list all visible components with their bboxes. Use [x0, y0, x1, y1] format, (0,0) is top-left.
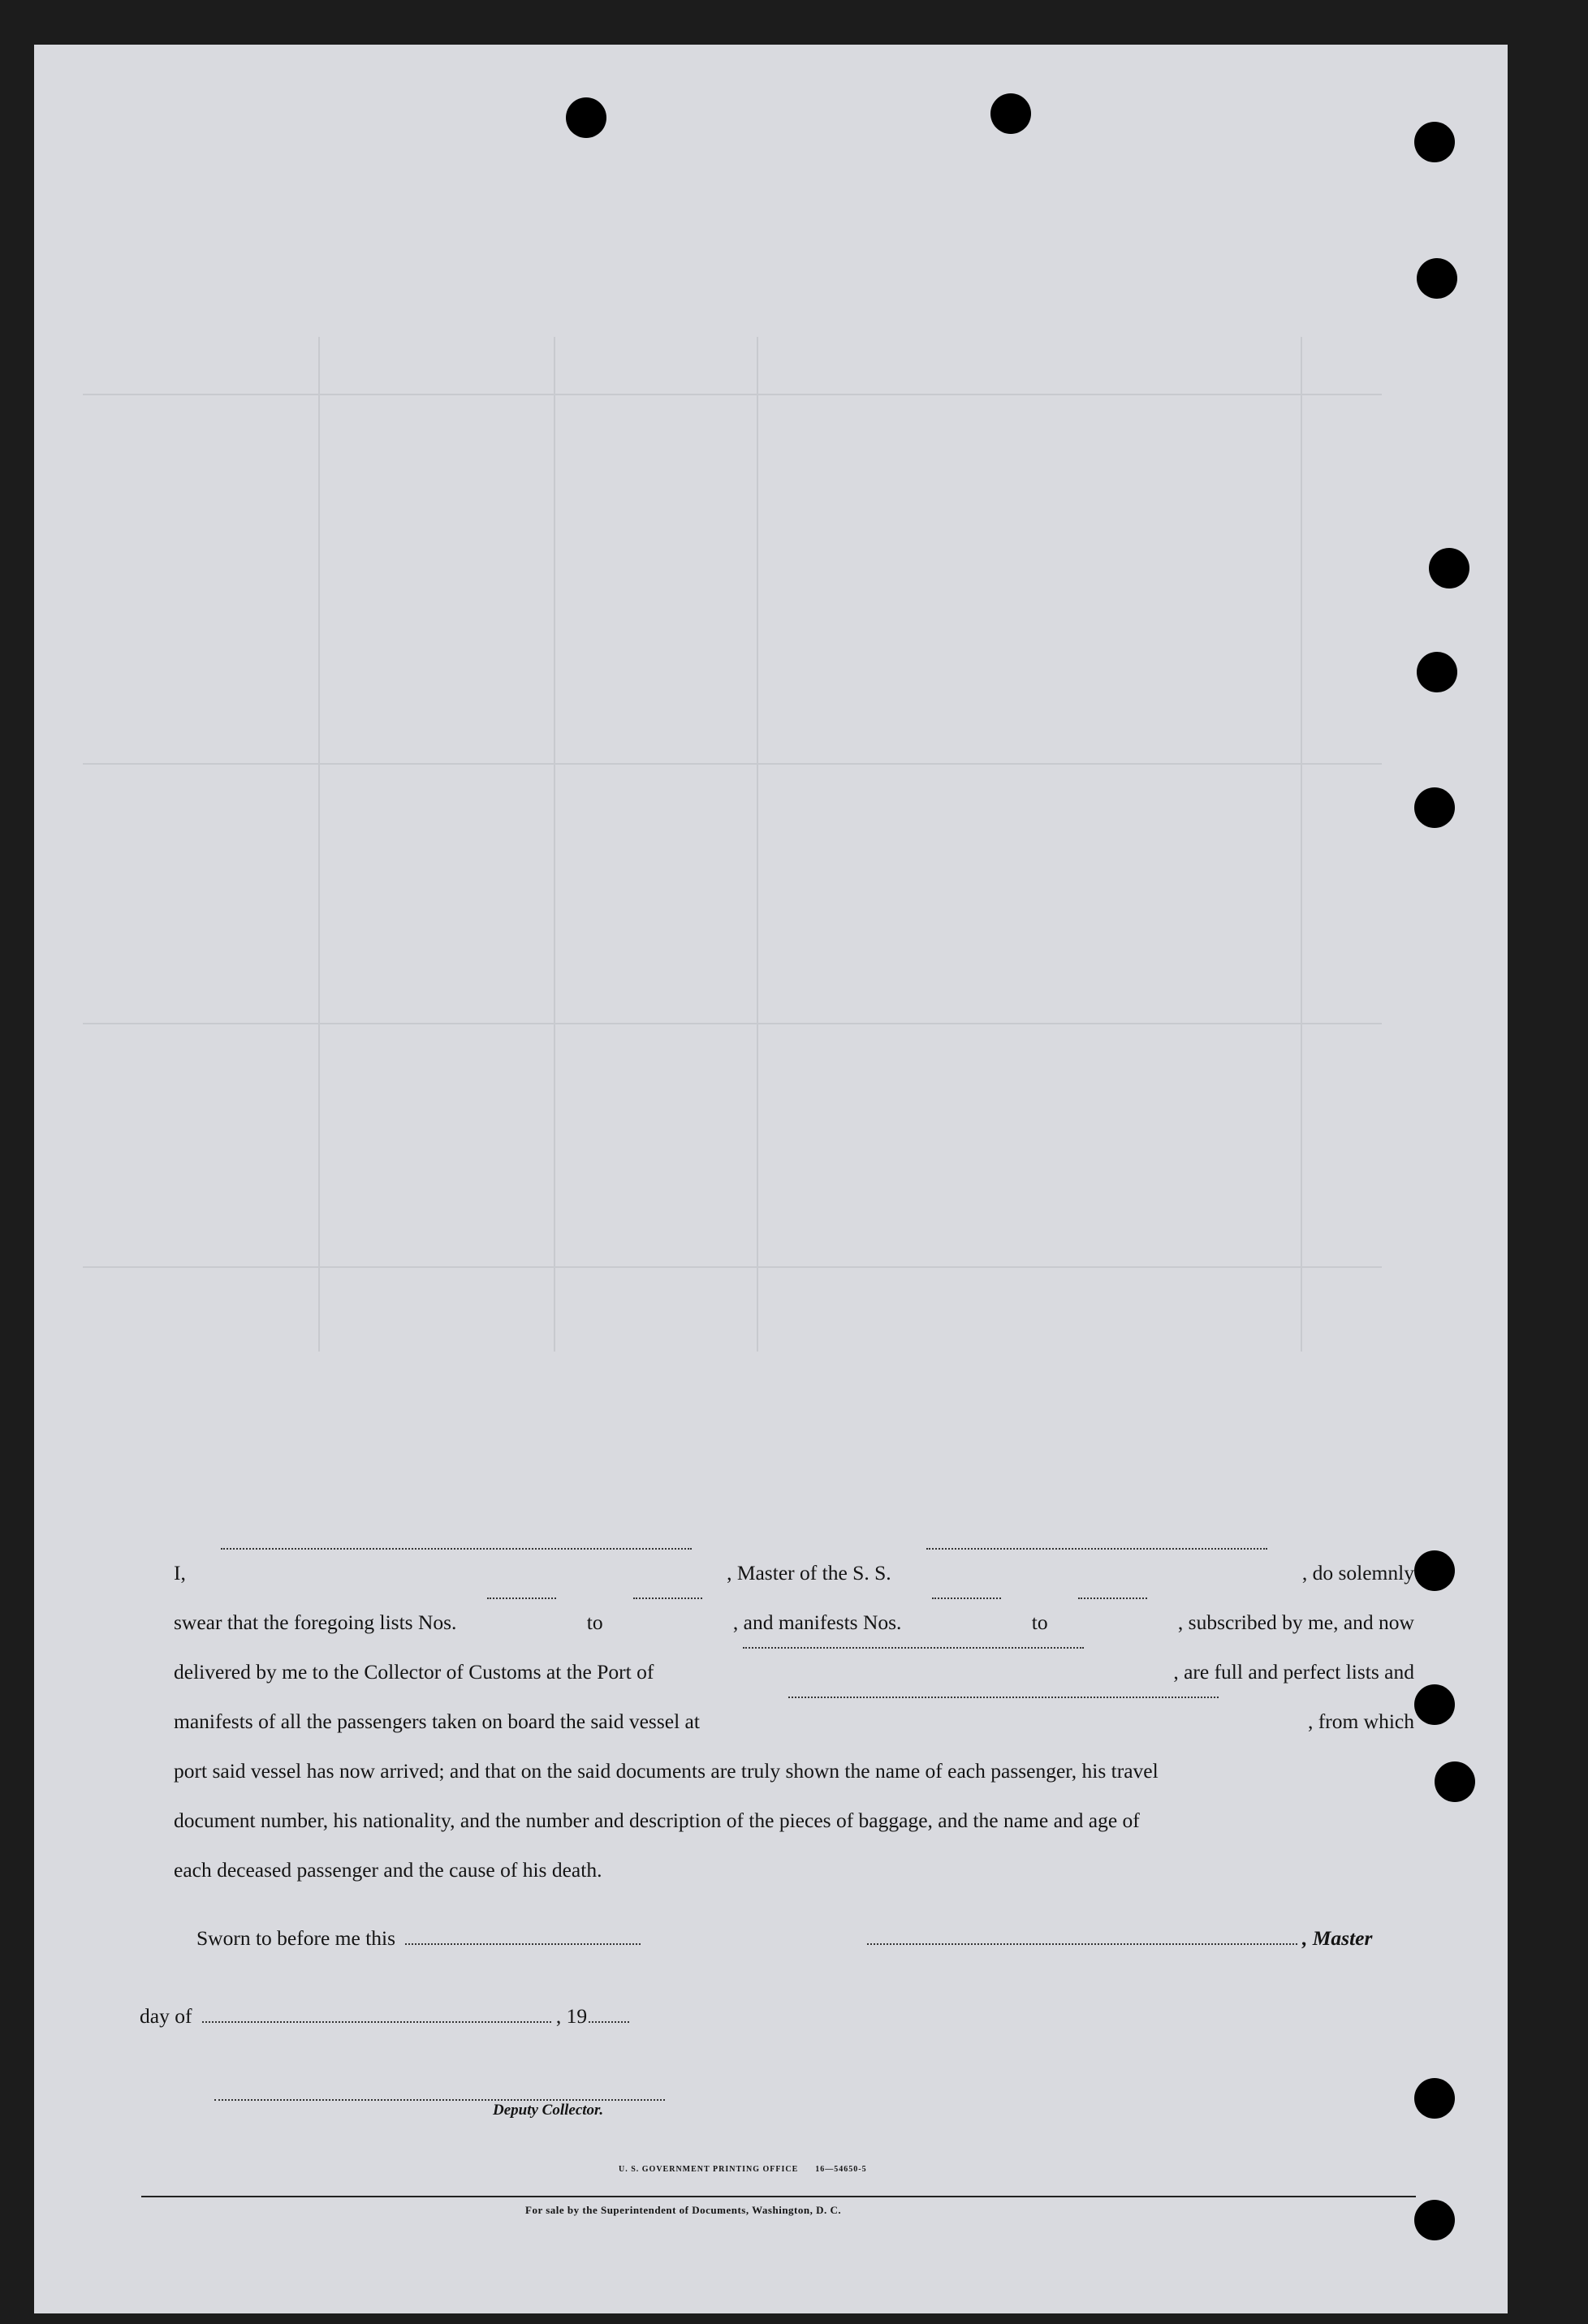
- punch-hole: [1414, 1684, 1455, 1725]
- master-name-field[interactable]: [221, 1548, 692, 1550]
- vessel-name-field[interactable]: [926, 1548, 1267, 1550]
- oath-line: [174, 1796, 1414, 1845]
- manifest-from-field[interactable]: [932, 1597, 1001, 1599]
- bleed-through-line: [83, 763, 1382, 765]
- punch-hole: [1414, 787, 1455, 828]
- gpo-code: 16—54650-5: [815, 2165, 867, 2174]
- embark-port-field[interactable]: [788, 1697, 1219, 1698]
- oath-text: to: [586, 1610, 603, 1634]
- oath-paragraph: [174, 1548, 1414, 1895]
- oath-text: , are full and perfect lists and: [1173, 1660, 1414, 1684]
- oath-line: [174, 1845, 1414, 1895]
- master-label: , Master: [1302, 1926, 1373, 1950]
- punch-hole: [1414, 1550, 1455, 1591]
- document-page: [34, 45, 1508, 2313]
- master-signature-block: [862, 1926, 1372, 1951]
- bleed-through-line: [83, 1023, 1382, 1024]
- master-signature-field[interactable]: [867, 1943, 1297, 1945]
- oath-text: , do solemnly: [1301, 1561, 1414, 1585]
- oath-text: , subscribed by me, and now: [1177, 1610, 1414, 1634]
- punch-hole: [990, 93, 1031, 134]
- oath-text: , from which: [1307, 1710, 1414, 1733]
- bleed-through-line: [1301, 337, 1302, 1352]
- deputy-signature-line[interactable]: [214, 2098, 665, 2101]
- oath-text: delivered by me to the Collector of Customs at the Port of: [174, 1660, 654, 1684]
- list-from-field[interactable]: [487, 1597, 556, 1599]
- oath-line: [174, 1597, 1414, 1647]
- bleed-through-line: [554, 337, 555, 1352]
- gpo-imprint: [619, 2165, 867, 2174]
- deputy-collector-label: Deputy Collector.: [493, 2102, 604, 2119]
- oath-text: document number, his nationality, and the number and description of the pieces of baggage, and the name and age of: [174, 1809, 1140, 1832]
- sworn-date-field[interactable]: [405, 1943, 641, 1945]
- oath-text: I,: [174, 1561, 186, 1585]
- day-of-field[interactable]: [202, 2021, 551, 2023]
- list-to-field[interactable]: [633, 1597, 702, 1599]
- punch-hole: [1414, 122, 1455, 162]
- punch-hole: [1414, 2200, 1455, 2240]
- punch-hole: [566, 97, 606, 138]
- bleed-through-line: [757, 337, 758, 1352]
- oath-text: each deceased passenger and the cause of his death.: [174, 1858, 602, 1882]
- bleed-through-line: [318, 337, 320, 1352]
- oath-line: [174, 1647, 1414, 1697]
- punch-hole: [1435, 1761, 1475, 1802]
- oath-text: to: [1031, 1610, 1048, 1634]
- oath-text: manifests of all the passengers taken on board the said vessel at: [174, 1710, 700, 1733]
- port-field[interactable]: [743, 1647, 1084, 1649]
- oath-line: [174, 1548, 1414, 1597]
- year-text: , 19: [555, 2004, 588, 2028]
- year-field[interactable]: [589, 2021, 629, 2023]
- punch-hole: [1414, 2078, 1455, 2119]
- footer-rule: [141, 2196, 1416, 2197]
- day-of-text: day of: [140, 2004, 192, 2028]
- punch-hole: [1417, 258, 1457, 299]
- oath-line: [174, 1697, 1414, 1746]
- gpo-text: U. S. GOVERNMENT PRINTING OFFICE: [619, 2165, 799, 2174]
- punch-hole: [1429, 548, 1469, 589]
- sworn-text: Sworn to before me this: [196, 1926, 396, 1950]
- oath-text: swear that the foregoing lists Nos.: [174, 1610, 457, 1634]
- bleed-through-line: [83, 1266, 1382, 1268]
- sale-notice: For sale by the Superintendent of Documents, Washington, D. C.: [525, 2204, 842, 2216]
- punch-hole: [1417, 652, 1457, 692]
- manifest-to-field[interactable]: [1078, 1597, 1147, 1599]
- oath-text: , Master of the S. S.: [727, 1561, 891, 1585]
- bleed-through-line: [83, 394, 1382, 395]
- day-of-line: [140, 2004, 634, 2029]
- oath-line: [174, 1746, 1414, 1796]
- oath-text: , and manifests Nos.: [732, 1610, 902, 1634]
- oath-text: port said vessel has now arrived; and that on the said documents are truly shown the name of each passenger, his travel: [174, 1759, 1159, 1783]
- sworn-label: [196, 1926, 645, 1951]
